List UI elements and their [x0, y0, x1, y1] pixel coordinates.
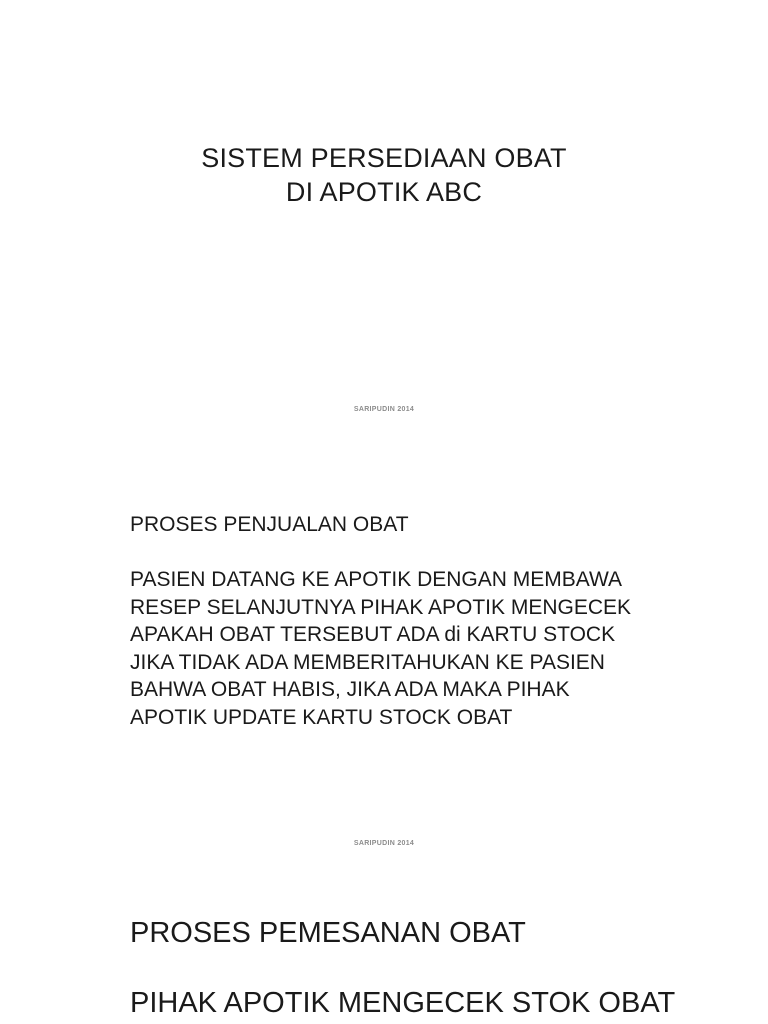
- body-line: APAKAH OBAT TERSEBUT ADA di KARTU STOCK: [130, 623, 616, 646]
- title-line-1: SISTEM PERSEDIAAN OBAT: [201, 143, 567, 173]
- slide-title-heading: [0, 141, 768, 209]
- body-line: APOTIK UPDATE KARTU STOCK OBAT: [130, 705, 513, 729]
- body-line: PASIEN DATANG KE APOTIK DENGAN MEMBAWA: [130, 568, 623, 591]
- slide-pemesanan: [0, 864, 768, 1024]
- title-line-2: DI APOTIK ABC: [285, 177, 483, 207]
- body-line: JIKA TIDAK ADA MEMBERITAHUKAN KE PASIEN: [130, 650, 605, 674]
- slide-title: [0, 0, 768, 432]
- body-line: BAHWA OBAT HABIS, JIKA ADA MAKA PIHAK: [130, 678, 570, 701]
- slide-heading: PROSES PENJUALAN OBAT: [130, 513, 409, 536]
- slide-footer: SARIPUDIN 2014: [353, 406, 415, 413]
- slide-body-line: PIHAK APOTIK MENGECEK STOK OBAT: [130, 987, 676, 1019]
- slide-footer: SARIPUDIN 2014: [353, 840, 415, 847]
- slide-heading: PROSES PEMESANAN OBAT: [130, 917, 526, 949]
- slide-penjualan: [0, 432, 768, 864]
- body-line: RESEP SELANJUTNYA PIHAK APOTIK MENGECEK: [130, 595, 632, 619]
- slide-body: [130, 566, 631, 731]
